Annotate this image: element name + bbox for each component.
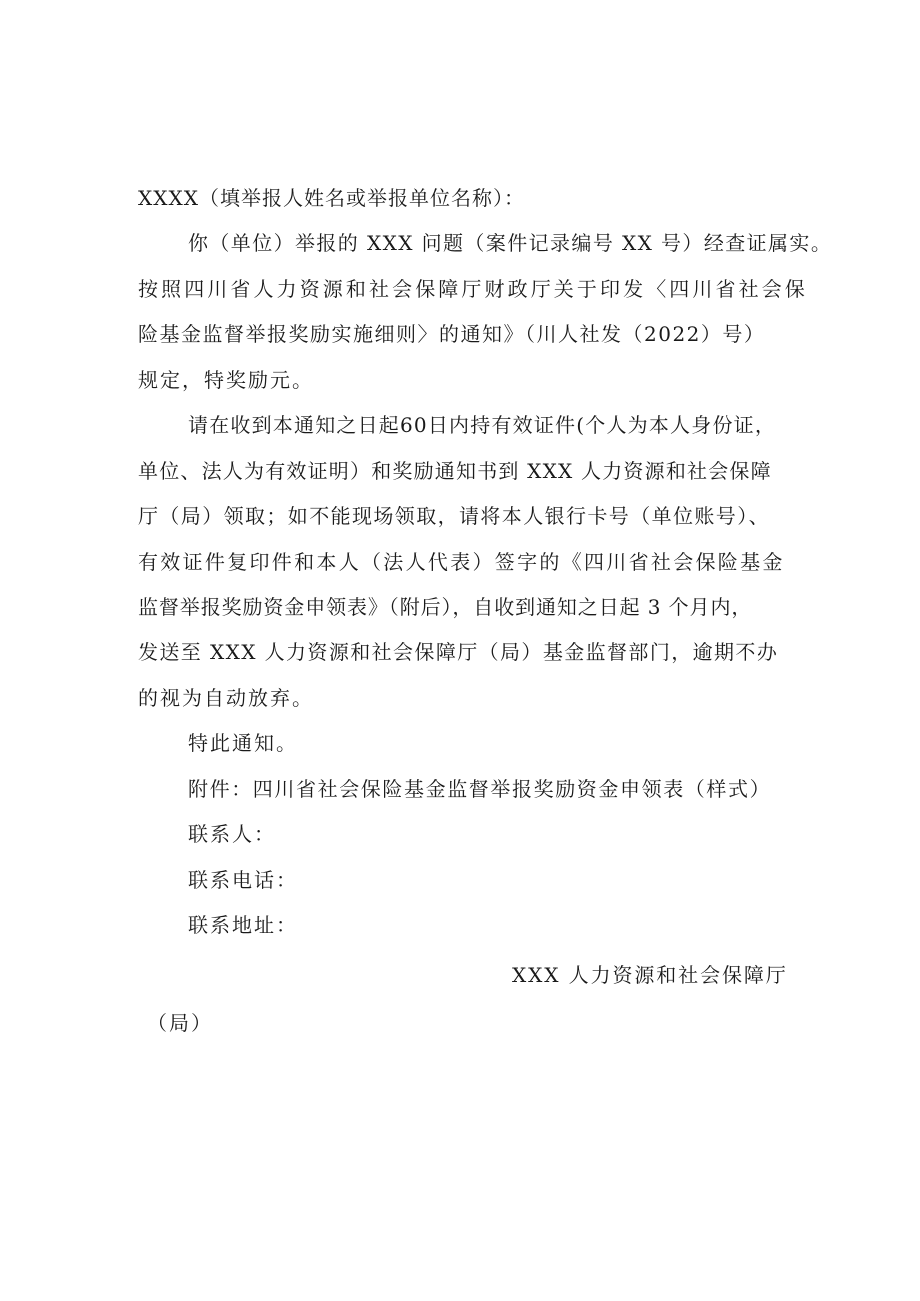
issuer-name: XXX 人力资源和社会保障厅 [512, 963, 788, 987]
paragraph1-line: 险基金监督举报奖励实施细则〉的通知》（川人社发（2022）号） [138, 322, 766, 346]
contact-address: 联系地址： [188, 913, 298, 937]
paragraph2-line: 有效证件复印件和本人（法人代表）签字的《四川省社会保险基金 [138, 550, 785, 574]
paragraph1-line: 你（单位）举报的 XXX 问题（案件记录编号 XX 号）经查证属实。 [188, 231, 833, 255]
paragraph2-line: 请在收到本通知之日起60日内持有效证件(个人为本人身份证， [188, 413, 777, 437]
paragraph2-line: 监督举报奖励资金申领表》（附后），自收到通知之日起 3 个月内， [138, 595, 753, 619]
paragraph2-line: 单位、法人为有效证明）和奖励通知书到 XXX 人力资源和社会保障 [138, 459, 772, 483]
contact-person: 联系人： [188, 822, 276, 846]
paragraph2-line: 厅（局）领取；如不能现场领取，请将本人银行卡号（单位账号）、 [138, 504, 770, 528]
closing-text: 特此通知。 [188, 731, 298, 755]
paragraph2-line: 发送至 XXX 人力资源和社会保障厅（局）基金监督部门，逾期不办 [138, 640, 779, 664]
salutation: XXXX（填举报人姓名或举报单位名称）： [138, 186, 525, 210]
contact-phone: 联系电话： [188, 868, 298, 892]
issuer-name-suffix: （局） [147, 1011, 213, 1035]
attachment-line: 附件：四川省社会保险基金监督举报奖励资金申领表（样式） [188, 777, 772, 801]
paragraph1-line: 按照四川省人力资源和社会保障厅财政厅关于印发〈四川省社会保 [138, 277, 808, 301]
paragraph2-line: 的视为自动放弃。 [138, 686, 314, 710]
paragraph1-line: 规定，特奖励元。 [138, 368, 314, 392]
